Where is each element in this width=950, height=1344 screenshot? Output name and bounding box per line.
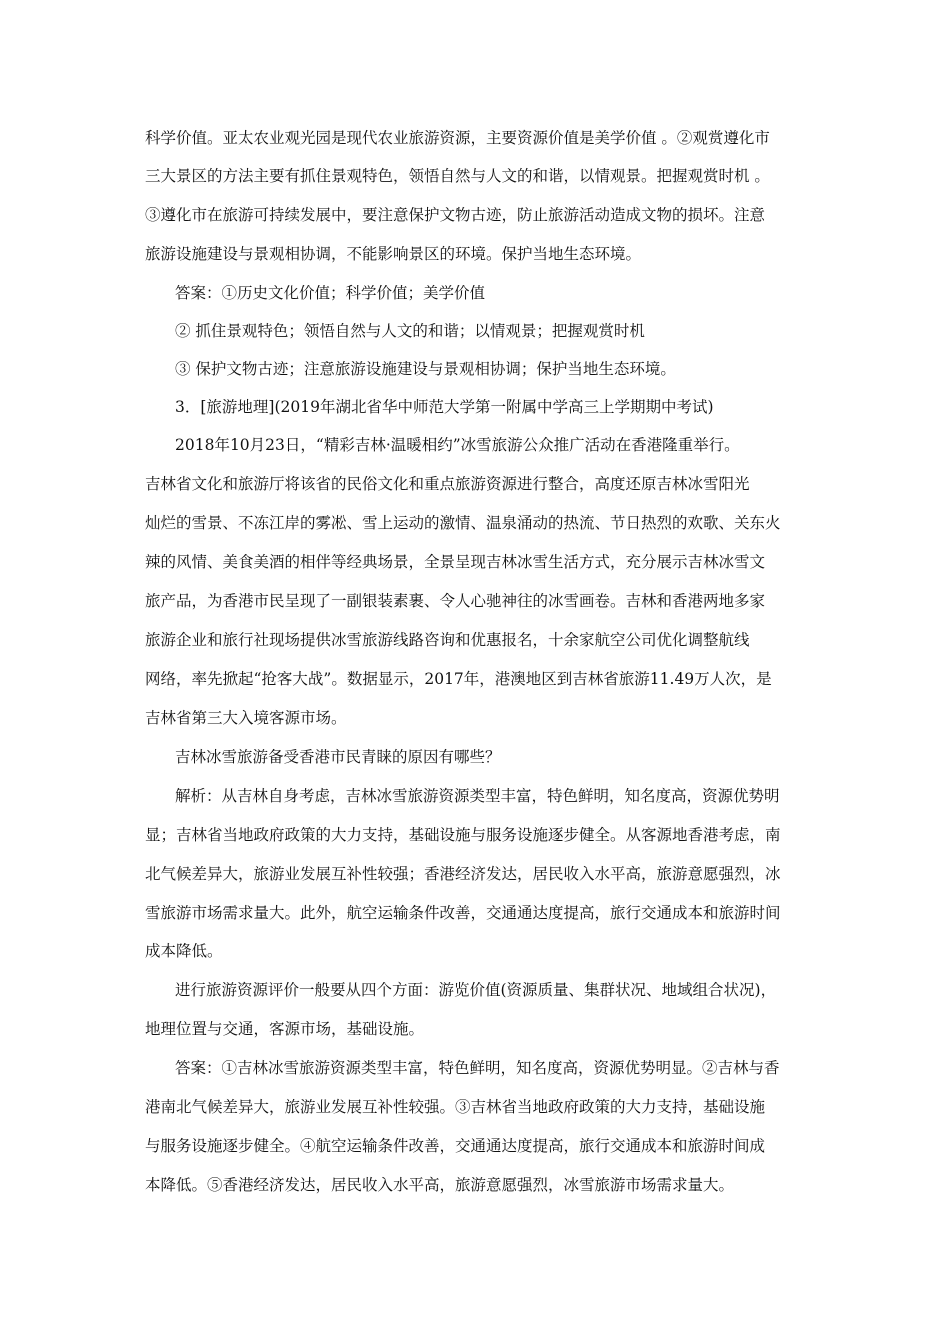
evaluation-line-2: 地理位置与交通，客源市场，基础设施。 [145, 1020, 425, 1038]
text-line-4: 旅游设施建设与景观相协调，不能影响景区的环境。保护当地生态环境。 [145, 245, 642, 263]
final-answer-line-4: 本降低。⑤香港经济发达，居民收入水平高，旅游意愿强烈，冰雪旅游市场需求量大。 [145, 1176, 735, 1194]
analysis-line-5: 成本降低。 [145, 942, 223, 960]
text-line-2: 三大景区的方法主要有抓住景观特色，领悟自然与人文的和谐，以情观景。把握观赏时机 。 [145, 167, 770, 185]
passage-line-8: 吉林省第三大入境客源市场。 [145, 709, 347, 727]
passage-line-1: 2018年10月23日，“精彩吉林·温暖相约”冰雪旅游公众推广活动在香港隆重举行。 [175, 436, 740, 454]
passage-line-3: 灿烂的雪景、不冻江岸的雾凇、雪上运动的激情、温泉涌动的热流、节日热烈的欢歌、关东火 [145, 514, 781, 532]
passage-line-7: 网络，率先掀起“抢客大战”。数据显示，2017年，港澳地区到吉林省旅游11.49万人次，是 [145, 670, 772, 688]
final-answer-line-2: 港南北气候差异大，旅游业发展互补性较强。③吉林省当地政府政策的大力支持，基础设施 [145, 1098, 766, 1116]
answer-line-2: ② 抓住景观特色；领悟自然与人文的和谐；以情观景；把握观赏时机 [175, 322, 645, 340]
text-line-3: ③遵化市在旅游可持续发展中，要注意保护文物古迹，防止旅游活动造成文物的损坏。注意 [145, 206, 766, 224]
final-answer-line-3: 与服务设施逐步健全。④航空运输条件改善，交通通达度提高，旅行交通成本和旅游时间成 [145, 1137, 766, 1155]
analysis-line-2: 显；吉林省当地政府政策的大力支持，基础设施与服务设施逐步健全。从客源地香港考虑，南 [145, 826, 781, 844]
analysis-line-4: 雪旅游市场需求量大。此外，航空运输条件改善，交通通达度提高，旅行交通成本和旅游时间 [145, 904, 781, 922]
passage-line-4: 辣的风情、美食美酒的相伴等经典场景，全景呈现吉林冰雪生活方式，充分展示吉林冰雪文 [145, 553, 766, 571]
analysis-line-3: 北气候差异大，旅游业发展互补性较强；香港经济发达，居民收入水平高，旅游意愿强烈，冰 [145, 865, 781, 883]
passage-line-5: 旅产品，为香港市民呈现了一副银装素裹、令人心驰神往的冰雪画卷。吉林和香港两地多家 [145, 592, 766, 610]
text-line-1: 科学价值。亚太农业观光园是现代农业旅游资源，主要资源价值是美学价值 。②观赏遵化市 [145, 129, 770, 147]
question-header: 3．[旅游地理](2019年湖北省华中师范大学第一附属中学高三上学期期中考试) [175, 398, 714, 416]
evaluation-line-1: 进行旅游资源评价一般要从四个方面：游览价值(资源质量、集群状况、地域组合状况)， [175, 981, 777, 999]
passage-line-6: 旅游企业和旅行社现场提供冰雪旅游线路咨询和优惠报名，十余家航空公司优化调整航线 [145, 631, 750, 649]
final-answer-line-1: 答案：①吉林冰雪旅游资源类型丰富，特色鲜明，知名度高，资源优势明显。②吉林与香 [175, 1059, 780, 1077]
analysis-line-1: 解析：从吉林自身考虑，吉林冰雪旅游资源类型丰富，特色鲜明，知名度高，资源优势明 [175, 787, 780, 805]
passage-line-2: 吉林省文化和旅游厅将该省的民俗文化和重点旅游资源进行整合，高度还原吉林冰雪阳光 [145, 475, 750, 493]
answer-line-1: 答案：①历史文化价值；科学价值；美学价值 [175, 284, 486, 302]
question-text: 吉林冰雪旅游备受香港市民青睐的原因有哪些？ [175, 748, 501, 766]
answer-line-3: ③ 保护文物古迹；注意旅游设施建设与景观相协调；保护当地生态环境。 [175, 360, 676, 378]
